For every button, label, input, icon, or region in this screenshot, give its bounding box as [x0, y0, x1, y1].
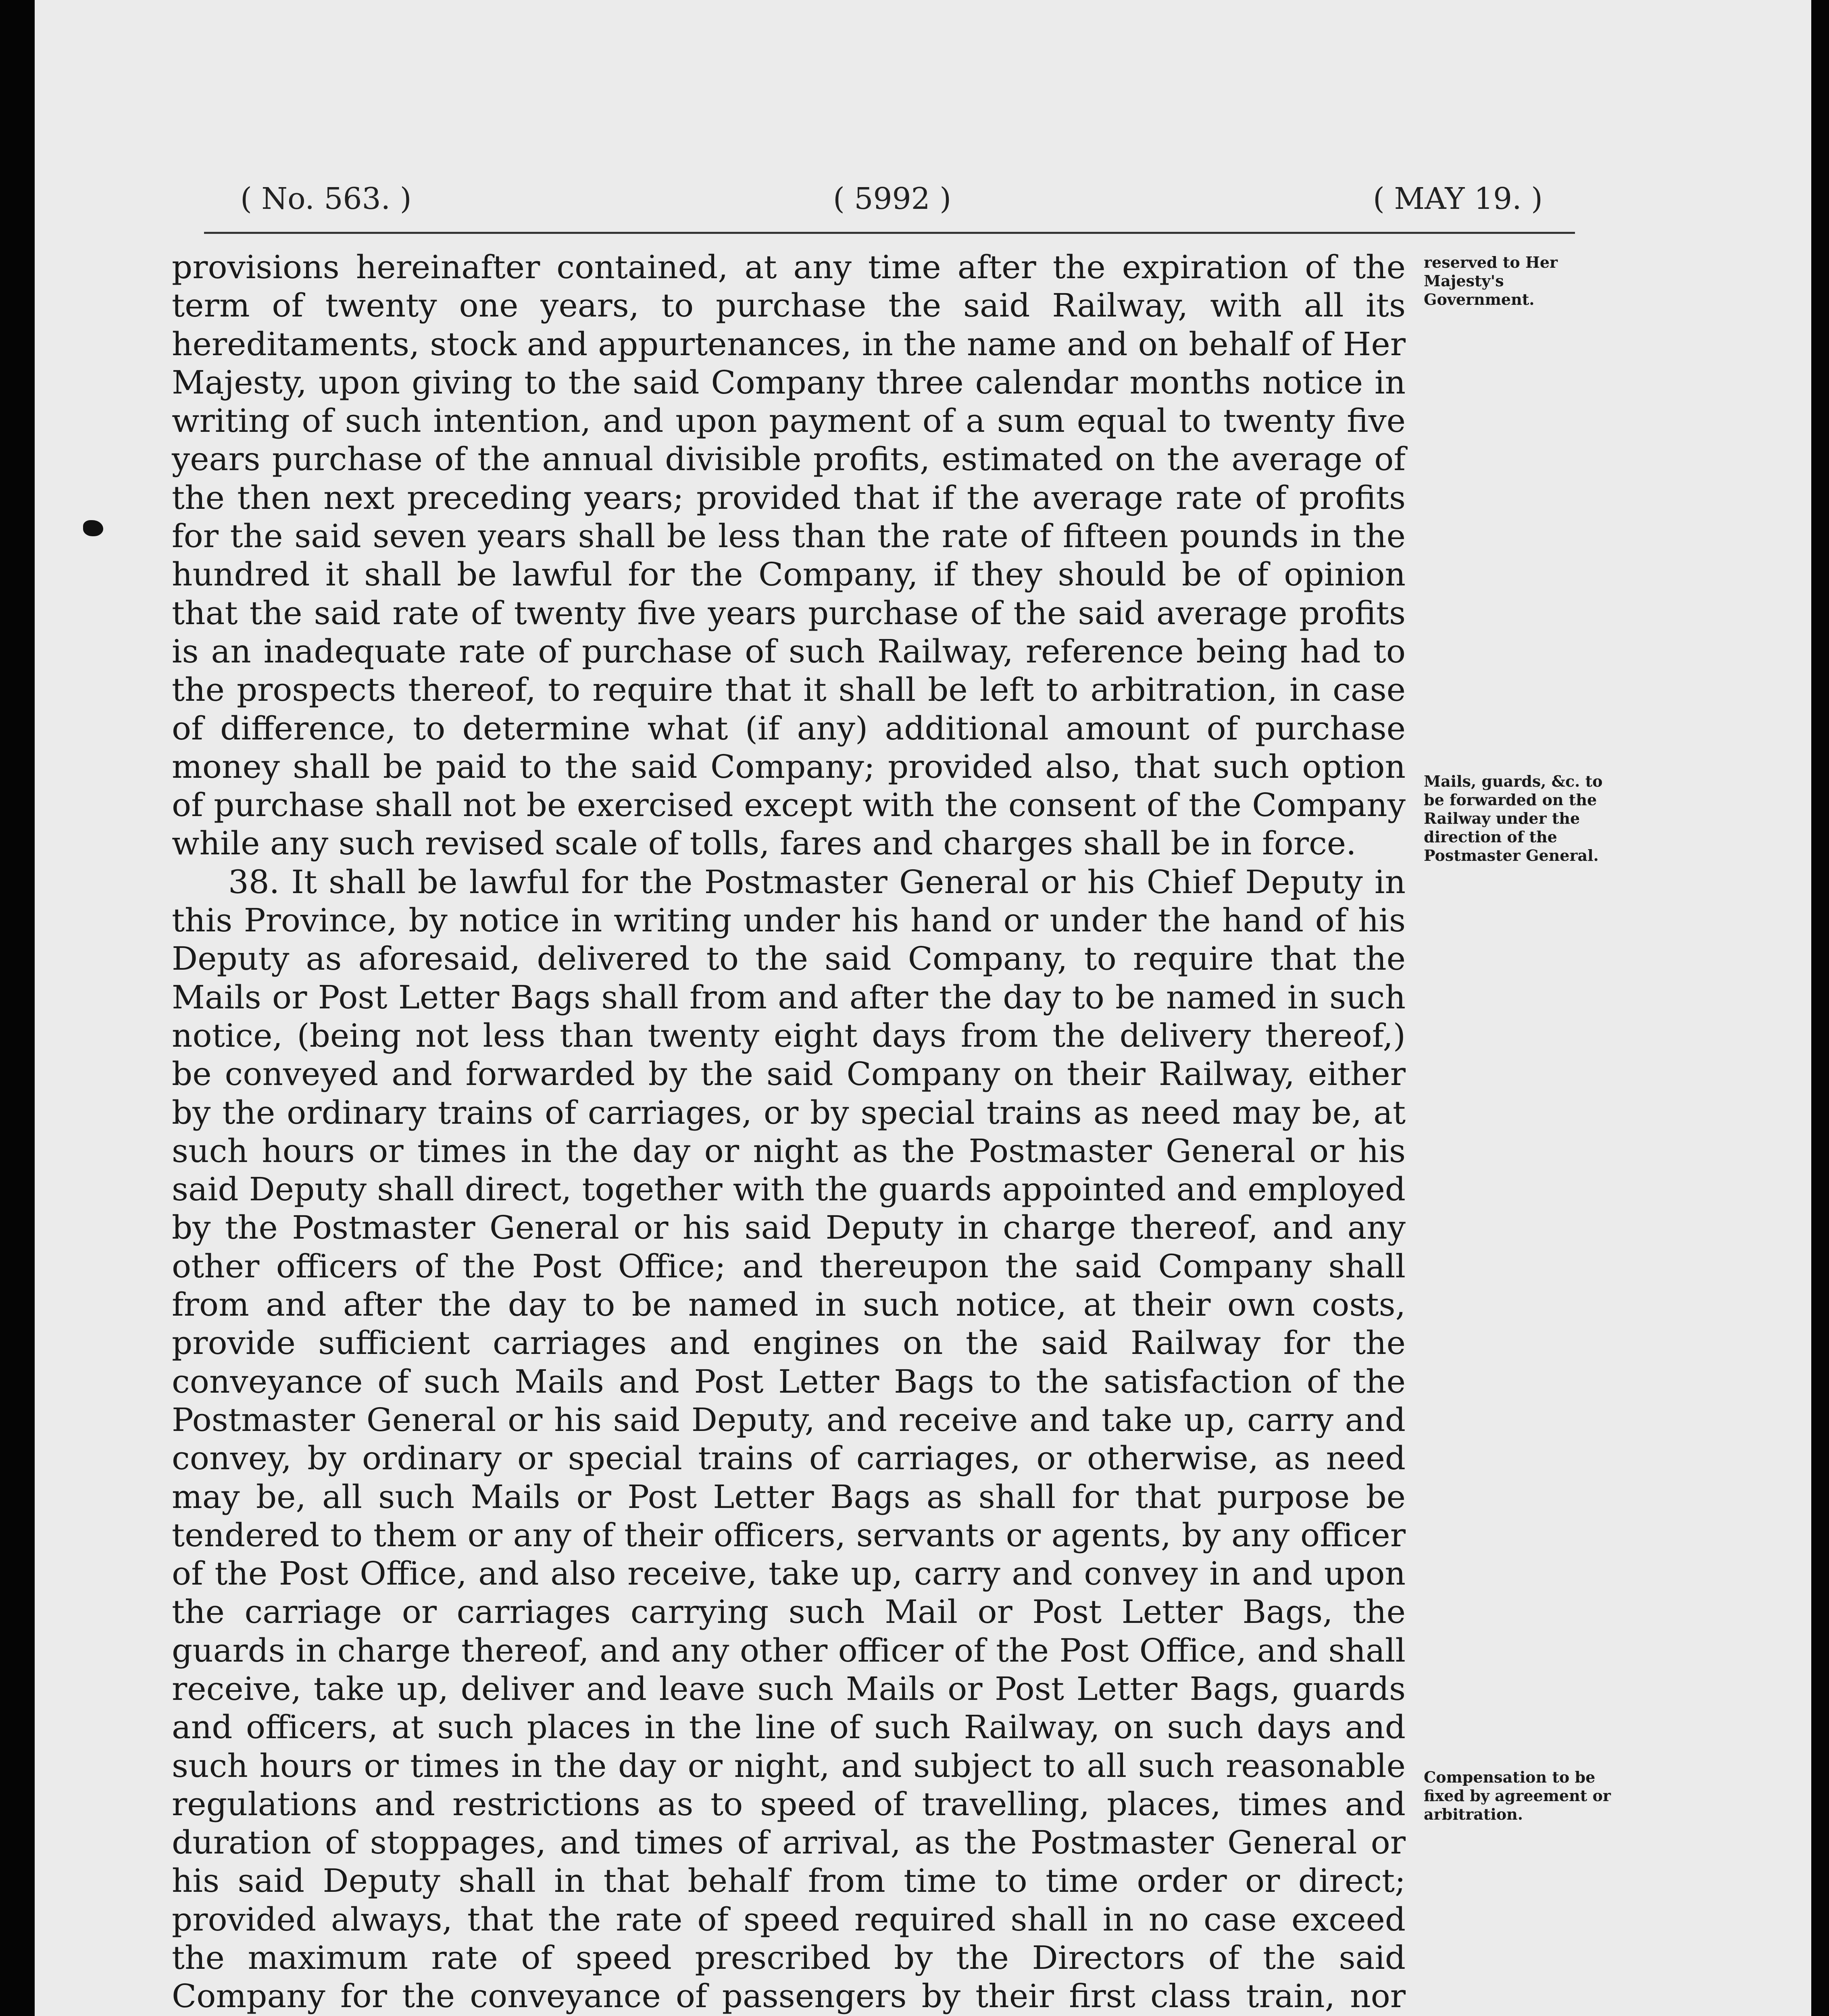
body-text [172, 248, 1406, 2016]
section-38: 38. It shall be lawful for the Postmaster General or his Chief Deputy in this Province, by notice in writing under his hand or under the hand of his Deputy as aforesaid, delivered to the said Company, to require that the Mails or Post Letter Bags shall from and after the day to be named in such notice, (being not less than twenty eight days from the delivery thereof,) be conveyed and forwarded by the said Company on their Railway, either by the ordinary trains of carriages, or by special trains as need may be, at such hours or times in the day or night as the Postmaster General or his said Deputy shall direct, together with the guards appointed and employed by the Postmaster General or his said Deputy in charge thereof, and any other officers of the Post Office; and thereupon the said Company shall from and after the day to be named in such notice, at their own costs, provide sufficient carriages and engines on the said Railway for the conveyance of such Mails and Post Letter Bags to the satisfaction of the Postmaster General or his said Deputy, and receive and take up, carry and convey, by ordinary or special trains of carriages, or otherwise, as need may be, all such Mails or Post Letter Bags as shall for that purpose be tendered to them or any of their officers, servants or agents, by any officer of the Post Office, and also receive, take up, carry and convey in and upon the carriage or carriages carrying such Mail or Post Letter Bags, the guards in charge thereof, and any other officer of the Post Office, and shall receive, take up, deliver and leave such Mails or Post Letter Bags, guards and officers, at such places in the line of such Railway, on such days and such hours or times in the day or night, and subject to all such reasonable regulations and restrictions as to speed of travelling, places, times and duration of stoppages, and times of arrival, as the Postmaster General or his said Deputy shall in that behalf from time to time order or direct; provided always, that the rate of speed required shall in no case exceed the maximum rate of speed prescribed by the Directors of the said Company for the conveyance of passengers by their first class train, nor [172, 863, 1406, 2015]
act-number: ( No. 563. ) [240, 181, 412, 216]
margin-note-mails: Mails, guards, &c. to be forwarded on the Railway under the direction of the Postmaster General. [1424, 772, 1603, 864]
page-header [204, 173, 1575, 234]
page-number: ( 5992 ) [833, 181, 952, 216]
header-rule [204, 232, 1575, 234]
margin-note-compensation: Compensation to be fixed by agreement or arbitration. [1424, 1768, 1611, 1823]
paragraph-continued: provisions hereinafter contained, at any time after the expiration of the term of twenty one years, to purchase the said Railway, with all its hereditaments, stock and appurtenances, in the name and on behalf of Her Majesty, upon giving to the said Company three calendar months notice in writing of such intention, and upon payment of a sum equal to twenty five years purchase of the annual divisible profits, estimated on the average of the then next preceding years; provided that if the average rate of profits for the said seven years shall be less than the rate of fifteen pounds in the hundred it shall be lawful for the Company, if they should be of opinion that the said rate of twenty five years purchase of the said average profits is an inadequate rate of purchase of such Railway, reference being had to the prospects thereof, to require that it shall be left to arbitration, in case of difference, to determine what (if any) additional amount of purchase money shall be paid to the said Company; provided also, that such option of purchase shall not be exercised except with the consent of the Company while any such revised scale of tolls, fares and charges shall be in force. [172, 248, 1406, 862]
document-page [35, 0, 1811, 2016]
margin-note-reserved: reserved to Her Majesty's Government. [1424, 253, 1558, 308]
ink-blot-mark [83, 520, 103, 536]
header-date: ( MAY 19. ) [1373, 181, 1543, 216]
